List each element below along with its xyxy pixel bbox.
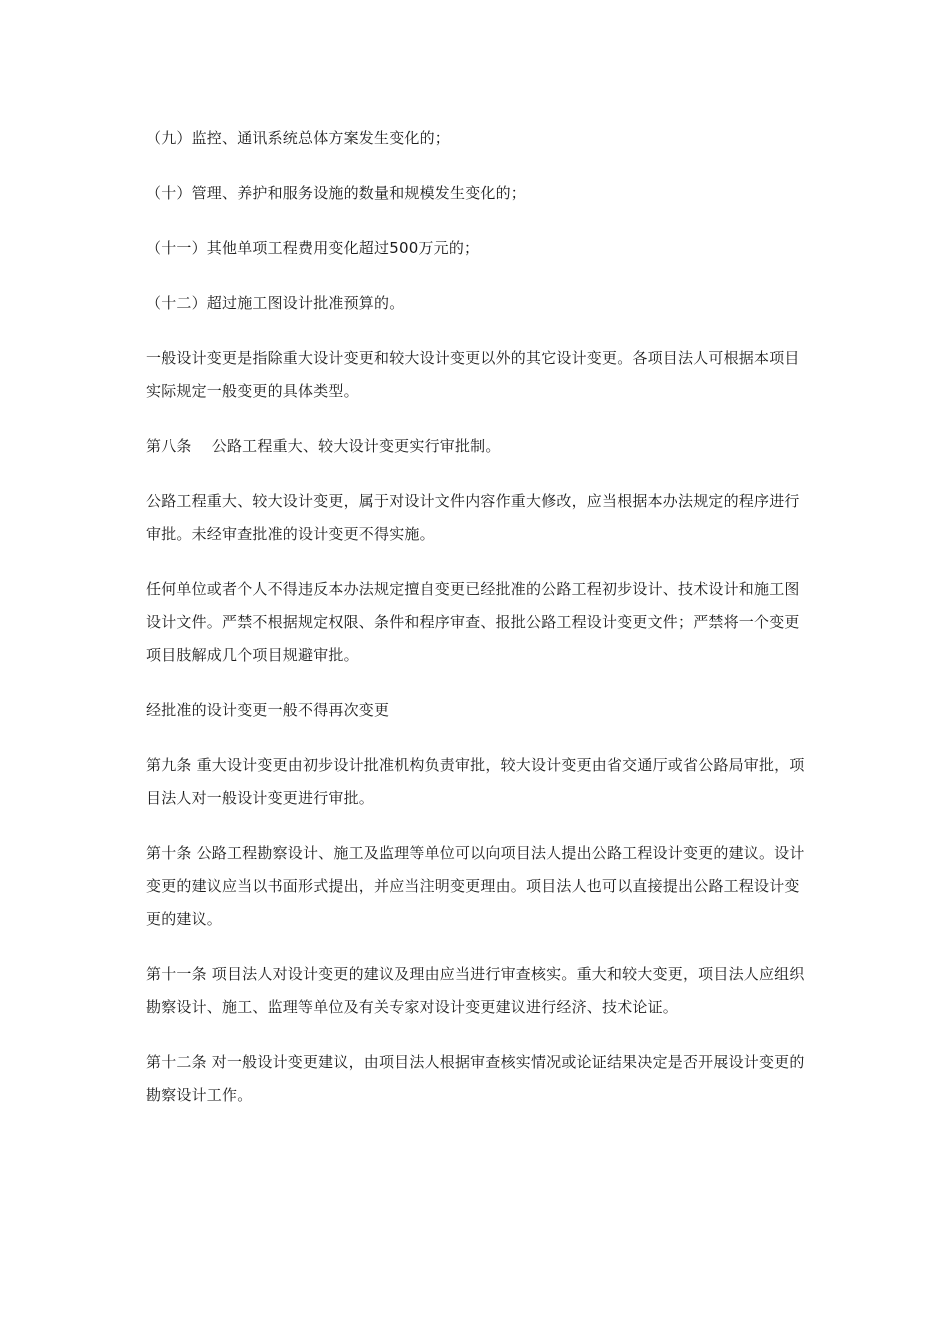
paragraph-item-11: （十一）其他单项工程费用变化超过500万元的；	[146, 239, 480, 257]
paragraph-article-12: 第十二条 对一般设计变更建议，由项目法人根据审查核实情况或论证结果决定是否开展设计变更的勘察设计工作。	[146, 1053, 805, 1104]
paragraph-approval-procedure: 公路工程重大、较大设计变更，属于对设计文件内容作重大修改，应当根据本办法规定的程序进行审批。未经审查批准的设计变更不得实施。	[146, 492, 800, 543]
paragraph-prohibition: 任何单位或者个人不得违反本办法规定擅自变更已经批准的公路工程初步设计、技术设计和施工图设计文件。严禁不根据规定权限、条件和程序审查、报批公路工程设计变更文件；严禁将一个变更项目肢解成几个项目规避审批。	[146, 580, 800, 664]
paragraph-no-repeat-change: 经批准的设计变更一般不得再次变更	[146, 701, 390, 719]
paragraph-item-12: （十二）超过施工图设计批准预算的。	[146, 294, 405, 312]
paragraph-general-change: 一般设计变更是指除重大设计变更和较大设计变更以外的其它设计变更。各项目法人可根据本项目实际规定一般变更的具体类型。	[146, 349, 800, 400]
paragraph-item-9: （九）监控、通讯系统总体方案发生变化的；	[146, 129, 451, 147]
paragraph-article-9: 第九条 重大设计变更由初步设计批准机构负责审批，较大设计变更由省交通厅或省公路局审批，项目法人对一般设计变更进行审批。	[146, 756, 805, 807]
paragraph-article-8: 第八条 公路工程重大、较大设计变更实行审批制。	[146, 437, 501, 455]
paragraph-article-10: 第十条 公路工程勘察设计、施工及监理等单位可以向项目法人提出公路工程设计变更的建议。设计变更的建议应当以书面形式提出，并应当注明变更理由。项目法人也可以直接提出公路工程设计变更的建议。	[146, 844, 805, 928]
paragraph-item-10: （十）管理、养护和服务设施的数量和规模发生变化的；	[146, 184, 527, 202]
document-body	[146, 122, 814, 1134]
paragraph-article-11: 第十一条 项目法人对设计变更的建议及理由应当进行审查核实。重大和较大变更，项目法人应组织勘察设计、施工、监理等单位及有关专家对设计变更建议进行经济、技术论证。	[146, 965, 805, 1016]
